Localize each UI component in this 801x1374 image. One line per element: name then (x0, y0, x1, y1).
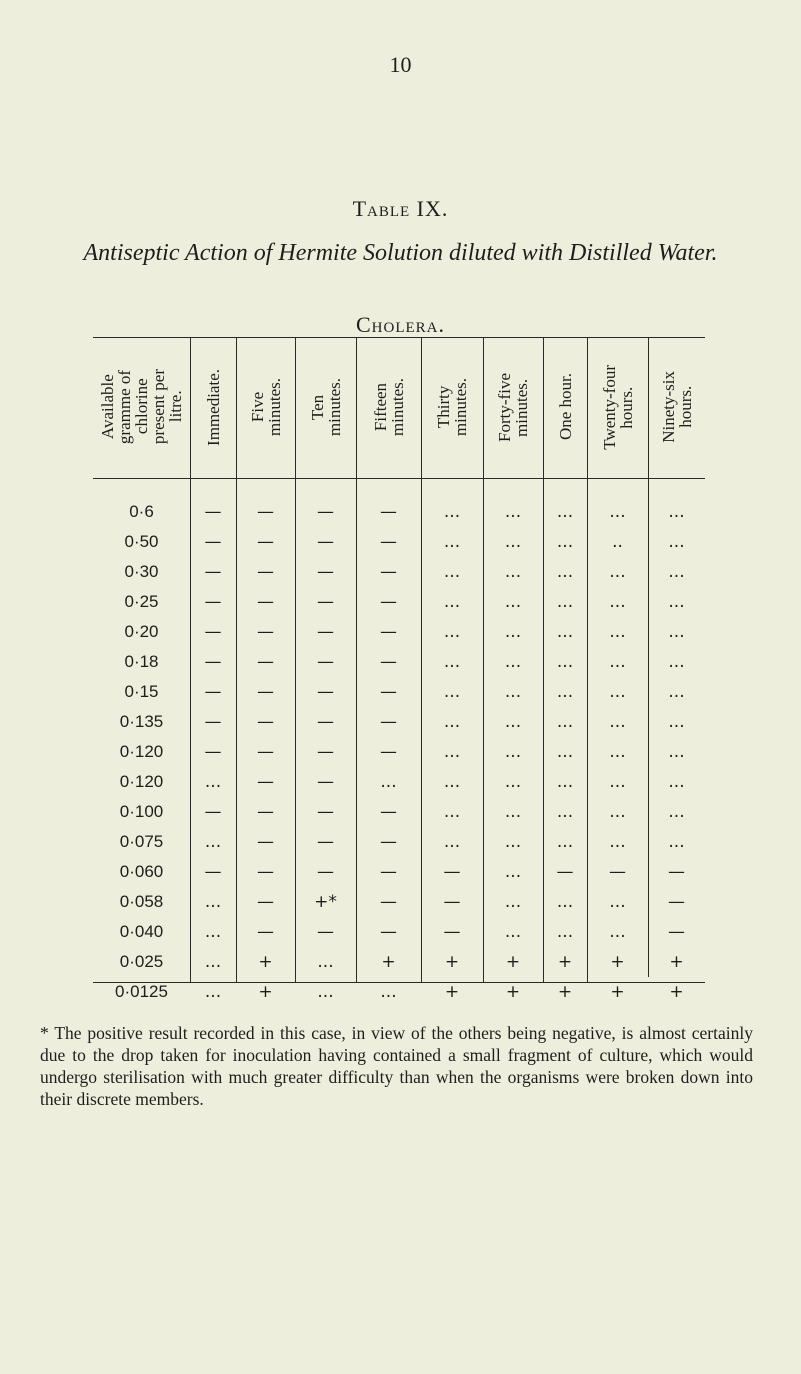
result-cell: ... (556, 622, 574, 642)
result-cell: — (380, 622, 397, 642)
table-row (93, 677, 705, 707)
chlorine-value-cell: 0·075 (119, 832, 164, 851)
result-cell: ... (504, 682, 522, 702)
footnote: * The positive result recorded in this case, in view of the others being negative, is almost certainly due to the drop taken for inoculation having contained a small fragment of culture, which would undergo sterilisation with much greater difficulty than when the organisms were broken down into their discrete members. (40, 1023, 753, 1109)
result-cell: — (380, 652, 397, 672)
section-heading: Cholera. (355, 312, 445, 337)
result-cell: ... (204, 952, 222, 972)
result-cell: ... (504, 862, 522, 882)
result-cell: ... (204, 982, 222, 1002)
table-row (93, 917, 705, 947)
result-cell: — (257, 862, 274, 882)
result-cell: ... (443, 832, 461, 852)
chlorine-value-cell: 0·100 (119, 802, 164, 821)
table-row (93, 617, 705, 647)
result-cell: — (257, 622, 274, 642)
result-cell: — (317, 532, 334, 552)
result-cell: + (557, 952, 573, 972)
table-row (93, 797, 705, 827)
result-cell: +* (314, 892, 337, 912)
table-row (93, 857, 705, 887)
result-cell: — (317, 832, 334, 852)
result-cell: ... (504, 922, 522, 942)
result-cell: — (380, 682, 397, 702)
result-cell: ... (443, 772, 461, 792)
result-cell: — (204, 502, 222, 522)
result-cell: ... (556, 742, 574, 762)
page-number: 10 (389, 52, 412, 77)
result-cell: — (317, 652, 334, 672)
result-cell: ... (443, 592, 461, 612)
result-cell: ... (609, 682, 626, 702)
table-row (93, 587, 705, 617)
table-subtitle: Antiseptic Action of Hermite Solution diluted with Distilled Water. (83, 240, 718, 266)
result-cell: + (444, 952, 460, 972)
result-cell: — (204, 622, 222, 642)
table-row (93, 947, 705, 977)
result-cell: ... (443, 802, 461, 822)
chlorine-value-cell: 0·025 (119, 952, 164, 971)
result-cell: — (204, 712, 222, 732)
result-cell: ... (556, 562, 574, 582)
chlorine-value-cell: 0·50 (124, 532, 159, 551)
column-header (295, 347, 356, 467)
result-cell: — (380, 862, 397, 882)
result-cell: — (204, 682, 222, 702)
column-header-label: Five minutes. (247, 377, 284, 437)
result-cell: + (258, 982, 273, 1002)
column-header-label: Ninety-six hours. (658, 371, 695, 443)
result-cell: ... (668, 622, 685, 642)
result-cell: — (443, 922, 461, 942)
result-cell: + (444, 982, 460, 1002)
result-cell: — (380, 562, 397, 582)
result-cell: ... (443, 742, 461, 762)
result-cell: ... (609, 922, 626, 942)
result-cell: + (381, 952, 396, 972)
result-cell: ... (380, 982, 397, 1002)
result-cell: — (257, 712, 274, 732)
result-cell: ... (668, 802, 685, 822)
result-cell: — (317, 622, 334, 642)
result-cell: — (317, 562, 334, 582)
result-cell: ... (204, 832, 222, 852)
result-cell: ... (556, 532, 574, 552)
result-cell: ... (668, 682, 685, 702)
result-cell: — (380, 892, 397, 912)
result-cell: ... (504, 502, 522, 522)
chlorine-value-cell: 0·0125 (115, 982, 168, 1001)
result-cell: ... (609, 562, 626, 582)
chlorine-value-cell: 0·20 (124, 622, 159, 641)
column-header (190, 347, 236, 467)
result-cell: ... (668, 592, 685, 612)
result-cell: + (610, 952, 625, 972)
result-cell: ... (204, 922, 222, 942)
result-cell: — (204, 802, 222, 822)
result-cell: — (257, 502, 274, 522)
table-row (93, 647, 705, 677)
chlorine-value-cell: 0·135 (119, 712, 164, 731)
result-cell: + (505, 952, 521, 972)
result-cell: ... (609, 502, 626, 522)
table-row (93, 767, 705, 797)
result-cell: — (257, 922, 274, 942)
column-header (587, 347, 648, 467)
result-cell: — (317, 592, 334, 612)
result-cell: — (668, 862, 685, 882)
result-cell: — (317, 742, 334, 762)
result-cell: ... (556, 922, 574, 942)
result-cell: — (204, 532, 222, 552)
column-header-label: Thirty minutes. (434, 377, 470, 437)
result-cell: — (257, 772, 274, 792)
result-cell: ... (609, 802, 626, 822)
result-cell: — (257, 592, 274, 612)
result-cell: ... (443, 502, 461, 522)
chlorine-value-cell: 0·18 (124, 652, 159, 671)
result-cell: ... (668, 832, 685, 852)
result-cell: + (258, 952, 273, 972)
chlorine-value-cell: 0·040 (119, 922, 164, 941)
result-cell: ... (204, 772, 222, 792)
result-cell: ... (609, 832, 626, 852)
result-cell: — (317, 772, 334, 792)
result-cell: — (317, 922, 334, 942)
result-cell: ... (668, 532, 685, 552)
result-cell: — (380, 502, 397, 522)
result-cell: — (556, 862, 574, 882)
result-cell: ... (556, 592, 574, 612)
result-cell: ... (668, 712, 685, 732)
chlorine-value-cell: 0·120 (119, 742, 164, 761)
result-cell: ... (668, 562, 685, 582)
result-cell: — (317, 712, 334, 732)
column-header-label: Ten minutes. (307, 377, 344, 437)
result-cell: — (257, 682, 274, 702)
table-row (93, 707, 705, 737)
result-cell: + (669, 952, 684, 972)
table-title: Table IX. (352, 196, 449, 221)
column-header (483, 347, 543, 467)
result-cell: ... (609, 592, 626, 612)
chlorine-value-cell: 0·15 (124, 682, 159, 701)
result-cell: — (443, 862, 461, 882)
chlorine-value-cell: 0·30 (124, 562, 159, 581)
result-cell: ... (504, 652, 522, 672)
result-cell: — (317, 802, 334, 822)
column-header (236, 347, 295, 467)
result-cell: + (557, 982, 573, 1002)
results-table (93, 337, 705, 1002)
column-header-label: Immediate. (203, 368, 223, 446)
result-cell: ... (556, 502, 574, 522)
result-cell: ... (317, 982, 334, 1002)
result-cell: — (257, 532, 274, 552)
result-cell: ... (609, 892, 626, 912)
column-header (356, 347, 421, 467)
result-cell: — (257, 832, 274, 852)
result-cell: — (257, 652, 274, 672)
result-cell: ... (609, 652, 626, 672)
result-cell: — (317, 682, 334, 702)
table-row (93, 557, 705, 587)
result-cell: ... (504, 772, 522, 792)
result-cell: — (380, 802, 397, 822)
result-cell: — (668, 892, 685, 912)
result-cell: — (380, 742, 397, 762)
result-cell: ... (204, 892, 222, 912)
result-cell: ... (556, 682, 574, 702)
result-cell: + (669, 982, 684, 1002)
result-cell: — (380, 922, 397, 942)
result-cell: ... (380, 772, 397, 792)
column-header-label: Available gramme of chlorine present per litre. (98, 369, 185, 445)
result-cell: — (668, 922, 685, 942)
result-cell: — (317, 862, 334, 882)
result-cell: — (204, 592, 222, 612)
result-cell: ... (504, 532, 522, 552)
result-cell: + (505, 982, 521, 1002)
result-cell: — (317, 502, 334, 522)
result-cell: — (443, 892, 461, 912)
result-cell: — (380, 592, 397, 612)
chlorine-value-cell: 0·060 (119, 862, 164, 881)
result-cell: ... (443, 652, 461, 672)
result-cell: ... (504, 562, 522, 582)
column-header (421, 347, 483, 467)
result-cell: ... (443, 682, 461, 702)
result-cell: ... (504, 712, 522, 732)
result-cell: ... (556, 652, 574, 672)
column-header-label: Twenty-four hours. (599, 364, 636, 450)
result-cell: ... (609, 712, 626, 732)
table-row (93, 977, 705, 1007)
column-header-label: One hour. (555, 373, 575, 441)
result-cell: — (204, 862, 222, 882)
column-header (543, 347, 587, 467)
result-cell: ... (556, 892, 574, 912)
table-row (93, 737, 705, 767)
result-cell: + (610, 982, 625, 1002)
result-cell: ... (504, 802, 522, 822)
result-cell: — (380, 532, 397, 552)
result-cell: ... (609, 622, 626, 642)
result-cell: ... (668, 502, 685, 522)
result-cell: ... (504, 892, 522, 912)
result-cell: ... (504, 592, 522, 612)
column-header (93, 347, 190, 467)
result-cell: — (257, 562, 274, 582)
result-cell: — (204, 652, 222, 672)
result-cell: — (204, 742, 222, 762)
result-cell: ... (556, 712, 574, 732)
header-rule (93, 478, 705, 479)
result-cell: — (380, 712, 397, 732)
result-cell: ... (504, 742, 522, 762)
result-cell: — (257, 892, 274, 912)
result-cell: ... (443, 622, 461, 642)
result-cell: ... (317, 952, 334, 972)
result-cell: ... (443, 532, 461, 552)
chlorine-value-cell: 0·6 (129, 502, 154, 521)
result-cell: — (609, 862, 626, 882)
table-row (93, 887, 705, 917)
result-cell: ... (668, 652, 685, 672)
column-header-label: Fifteen minutes. (370, 377, 407, 437)
column-header (648, 347, 705, 467)
result-cell: ... (556, 802, 574, 822)
column-header-label: Forty-five minutes. (495, 372, 531, 442)
result-cell: ... (556, 832, 574, 852)
result-cell: — (380, 832, 397, 852)
result-cell: ... (668, 742, 685, 762)
result-cell: ... (668, 772, 685, 792)
chlorine-value-cell: 0·058 (119, 892, 164, 911)
result-cell: ... (443, 562, 461, 582)
result-cell: — (257, 742, 274, 762)
result-cell: ... (504, 622, 522, 642)
result-cell: ... (443, 712, 461, 732)
chlorine-value-cell: 0·25 (124, 592, 159, 611)
top-rule (93, 337, 705, 338)
table-row (93, 527, 705, 557)
result-cell: — (204, 562, 222, 582)
table-row (93, 827, 705, 857)
result-cell: .. (612, 532, 623, 552)
chlorine-value-cell: 0·120 (119, 772, 164, 791)
result-cell: ... (609, 742, 626, 762)
result-cell: ... (556, 772, 574, 792)
result-cell: — (257, 802, 274, 822)
result-cell: ... (609, 772, 626, 792)
result-cell: ... (504, 832, 522, 852)
table-row (93, 497, 705, 527)
